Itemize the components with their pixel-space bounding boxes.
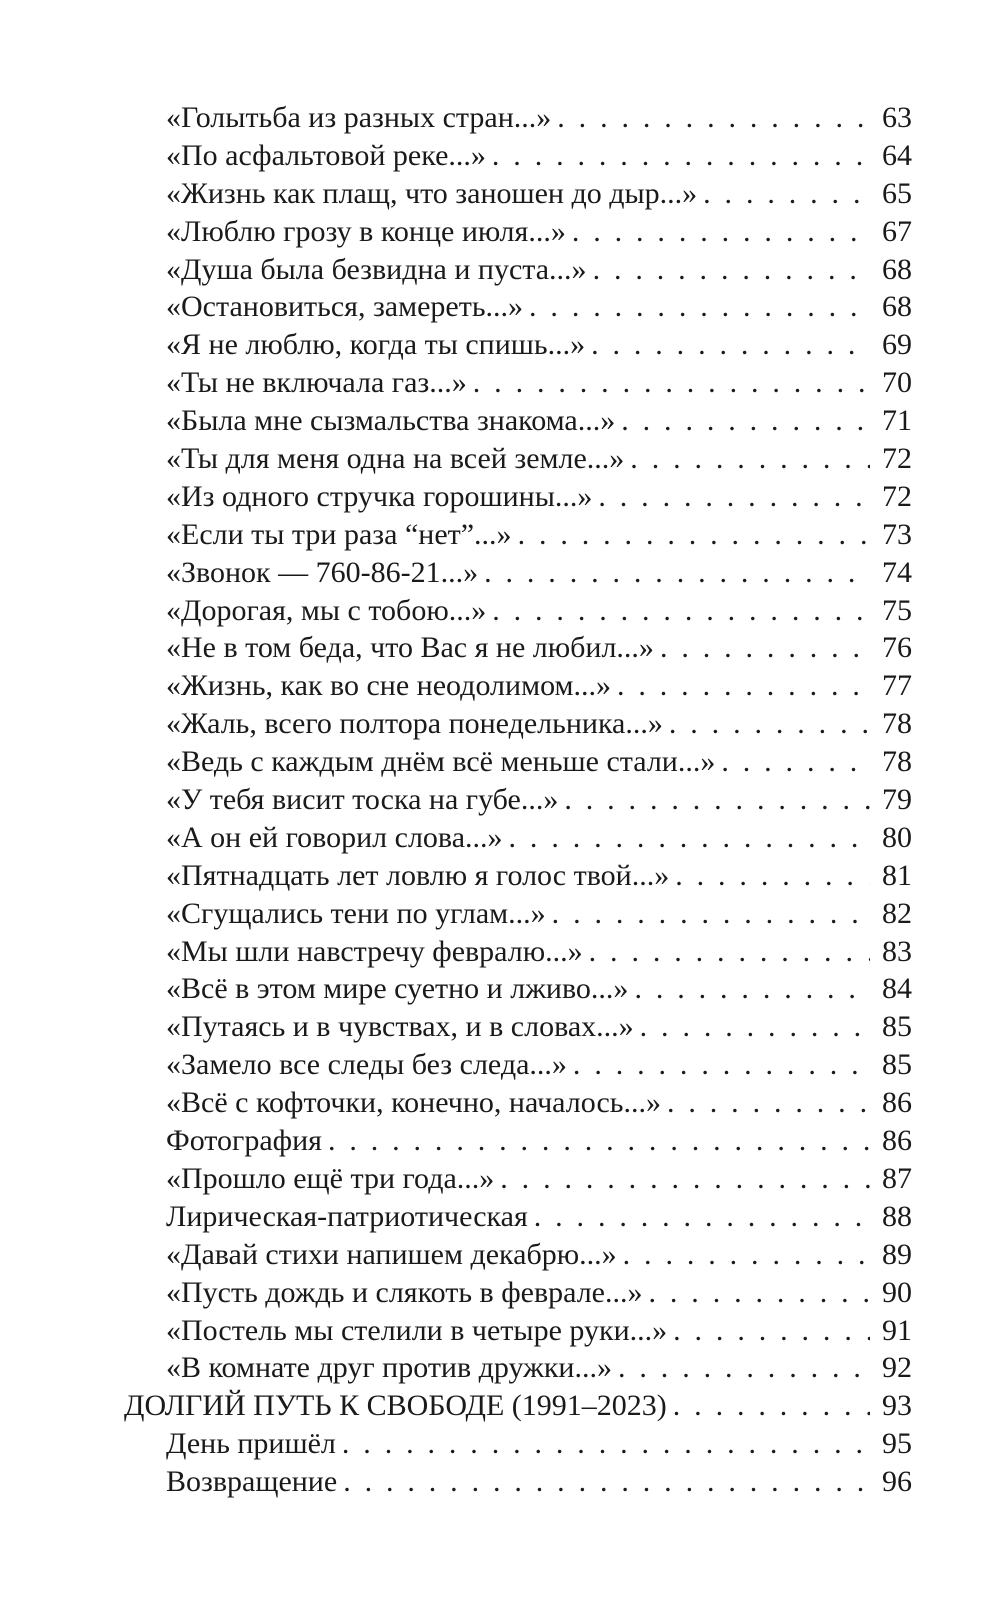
toc-entry (0, 631, 1000, 669)
toc-entry-title: Лирическая-патриотическая (166, 1199, 528, 1233)
toc-entry-title: «По асфальтовой реке...» (166, 138, 486, 172)
toc-entry (0, 404, 1000, 442)
toc-entry (0, 1200, 1000, 1238)
toc-entry-title: «Всё в этом мире суетно и лживо...» (166, 972, 629, 1006)
toc-entry-title: «В комнате друг против дружки...» (166, 1351, 612, 1385)
toc-entry (0, 707, 1000, 745)
toc-entry-page: 81 (882, 858, 912, 892)
toc-entry (0, 1351, 1000, 1389)
toc-entry-page: 72 (882, 442, 912, 476)
toc-entry (0, 556, 1000, 594)
leader-dots (552, 897, 870, 931)
toc-entry-title: «Давай стихи напишем декабрю...» (166, 1237, 617, 1271)
leader-dots (623, 1238, 870, 1272)
toc-entry-title: «Постель мы стелили в четыре руки...» (166, 1313, 668, 1347)
leader-dots (518, 518, 870, 552)
toc-entry-title: «Голытьба из разных стран...» (166, 101, 552, 134)
toc-entry-title: «Жизнь, как во сне неодолимом...» (166, 669, 611, 703)
toc-entry (0, 480, 1000, 518)
toc-entry-title: Фотография (166, 1124, 322, 1158)
toc-entry (0, 669, 1000, 707)
toc-entry-page: 72 (882, 479, 912, 513)
toc-entry-page: 85 (882, 1048, 912, 1082)
toc-entry (0, 328, 1000, 366)
leader-dots (667, 1086, 870, 1120)
table-of-contents (0, 101, 1000, 1503)
leader-dots (630, 442, 870, 476)
toc-entry-page: 80 (882, 820, 912, 854)
toc-section-title: ДОЛГИЙ ПУТЬ К СВОБОДЕ (1991–2023) (124, 1389, 667, 1423)
toc-entry-page: 96 (882, 1465, 912, 1499)
toc-entry-title: «Душа была безвидна и пуста...» (166, 252, 587, 286)
leader-dots (721, 745, 870, 779)
toc-entry-page: 68 (882, 252, 912, 286)
toc-entry-page: 89 (882, 1237, 912, 1271)
toc-entry-page: 86 (882, 1086, 912, 1120)
toc-entry-title: «Мы шли навстречу февралю...» (166, 934, 583, 968)
toc-entry-page: 83 (882, 934, 912, 968)
toc-entry (0, 783, 1000, 821)
leader-dots (618, 1351, 870, 1385)
toc-entry (0, 1124, 1000, 1162)
leader-dots (573, 1048, 870, 1082)
toc-entry (0, 1427, 1000, 1465)
toc-entry (0, 101, 1000, 139)
toc-entry (0, 177, 1000, 215)
leader-dots (591, 328, 870, 362)
toc-entry-page: 84 (882, 972, 912, 1006)
toc-entry-title: «Жизнь как плащ, что заношен до дыр...» (166, 176, 698, 210)
toc-entry-page: 75 (882, 593, 912, 627)
toc-entry-page: 88 (882, 1199, 912, 1233)
toc-entry-title: «Если ты три раза “нет”...» (166, 517, 512, 551)
leader-dots (342, 1427, 870, 1461)
leader-dots (598, 480, 870, 514)
toc-entry-page: 78 (882, 745, 912, 779)
toc-entry (0, 1162, 1000, 1200)
toc-entry (0, 518, 1000, 556)
toc-entry-title: «Всё с кофточки, конечно, началось...» (166, 1086, 661, 1120)
leader-dots (529, 290, 870, 324)
toc-entry-page: 86 (882, 1124, 912, 1158)
leader-dots (343, 1465, 870, 1499)
toc-entry (0, 935, 1000, 973)
leader-dots (621, 404, 870, 438)
toc-entry-page: 68 (882, 290, 912, 324)
toc-entry-page: 91 (882, 1313, 912, 1347)
toc-entry-title: Возвращение (166, 1465, 338, 1499)
toc-entry (0, 139, 1000, 177)
leader-dots (593, 253, 870, 287)
toc-entry-title: «Была мне сызмальства знакома...» (166, 404, 616, 438)
toc-entry (0, 821, 1000, 859)
toc-entry-title: «Ты для меня одна на всей земле...» (166, 442, 625, 476)
toc-entry-title: «Я не люблю, когда ты спишь...» (166, 328, 586, 362)
leader-dots (564, 783, 870, 817)
toc-entry-title: «А он ей говорил слова...» (166, 820, 503, 854)
leader-dots (509, 821, 870, 855)
toc-entry-title: «Пусть дождь и слякоть в феврале...» (166, 1275, 643, 1309)
toc-section-heading (0, 1389, 1000, 1427)
leader-dots (328, 1124, 870, 1158)
toc-entry (0, 1048, 1000, 1086)
toc-entry-title: «Путаясь и в чувствах, и в словах...» (166, 1010, 634, 1044)
toc-entry-page: 67 (882, 214, 912, 248)
leader-dots (673, 1314, 870, 1348)
toc-entry-title: «Не в том беда, что Вас я не любил...» (166, 631, 654, 665)
toc-entry (0, 1276, 1000, 1314)
toc-entry-page: 71 (882, 404, 912, 438)
toc-entry (0, 290, 1000, 328)
toc-entry-title: «Люблю грозу в конце июля...» (166, 214, 566, 248)
toc-entry (0, 745, 1000, 783)
toc-entry-page: 65 (882, 176, 912, 210)
toc-entry (0, 972, 1000, 1010)
toc-entry-page: 90 (882, 1275, 912, 1309)
leader-dots (492, 139, 870, 173)
toc-entry-title: «Прошло ещё три года...» (166, 1161, 495, 1195)
toc-entry-page: 93 (882, 1389, 912, 1423)
toc-entry (0, 859, 1000, 897)
toc-entry-title: «Ты не включала газ...» (166, 366, 467, 400)
toc-entry-page: 77 (882, 669, 912, 703)
toc-entry (0, 1314, 1000, 1352)
toc-entry (0, 897, 1000, 935)
leader-dots (634, 972, 870, 1006)
leader-dots (473, 366, 870, 400)
toc-entry-page: 92 (882, 1351, 912, 1385)
toc-entry-title: День пришёл (166, 1427, 336, 1461)
toc-entry-page: 85 (882, 1010, 912, 1044)
toc-entry-title: «У тебя висит тоска на губе...» (166, 783, 559, 817)
leader-dots (675, 859, 870, 893)
leader-dots (617, 669, 870, 703)
toc-entry (0, 1086, 1000, 1124)
toc-entry-page: 63 (882, 101, 912, 134)
toc-entry (0, 215, 1000, 253)
toc-entry (0, 253, 1000, 291)
toc-entry-page: 87 (882, 1161, 912, 1195)
toc-entry-page: 78 (882, 707, 912, 741)
toc-entry-page: 70 (882, 366, 912, 400)
toc-entry-page: 73 (882, 517, 912, 551)
toc-entry (0, 1465, 1000, 1503)
toc-entry-page: 74 (882, 555, 912, 589)
toc-entry-title: «Остановиться, замереть...» (166, 290, 524, 324)
leader-dots (589, 935, 870, 969)
leader-dots (572, 215, 870, 249)
leader-dots (534, 1200, 870, 1234)
leader-dots (500, 1162, 870, 1196)
leader-dots (673, 1389, 870, 1423)
toc-entry-page: 76 (882, 631, 912, 665)
toc-entry-page: 64 (882, 138, 912, 172)
leader-dots (640, 1010, 870, 1044)
toc-entry-page: 82 (882, 896, 912, 930)
toc-entry-page: 69 (882, 328, 912, 362)
leader-dots (649, 1276, 871, 1310)
toc-entry-title: «Замело все следы без следа...» (166, 1048, 567, 1082)
toc-entry-page: 79 (882, 783, 912, 817)
toc-entry-title: «Пятнадцать лет ловлю я голос твой...» (166, 858, 670, 892)
leader-dots (557, 101, 870, 135)
toc-entry-title: «Дорогая, мы с тобою...» (166, 593, 487, 627)
toc-entry (0, 442, 1000, 480)
toc-entry (0, 366, 1000, 404)
toc-entry-title: «Ведь с каждым днём всё меньше стали...» (166, 745, 716, 779)
toc-entry (0, 594, 1000, 632)
leader-dots (660, 631, 870, 665)
leader-dots (669, 707, 870, 741)
toc-entry-title: «Из одного стручка горошины...» (166, 479, 593, 513)
toc-entry-title: «Сгущались тени по углам...» (166, 896, 546, 930)
toc-entry (0, 1238, 1000, 1276)
leader-dots (484, 556, 870, 590)
toc-entry-title: «Звонок — 760-86-21...» (166, 555, 479, 589)
toc-entry-page: 95 (882, 1427, 912, 1461)
leader-dots (492, 594, 870, 628)
toc-entry-title: «Жаль, всего полтора понедельника...» (166, 707, 663, 741)
leader-dots (703, 177, 870, 211)
toc-entry (0, 1010, 1000, 1048)
